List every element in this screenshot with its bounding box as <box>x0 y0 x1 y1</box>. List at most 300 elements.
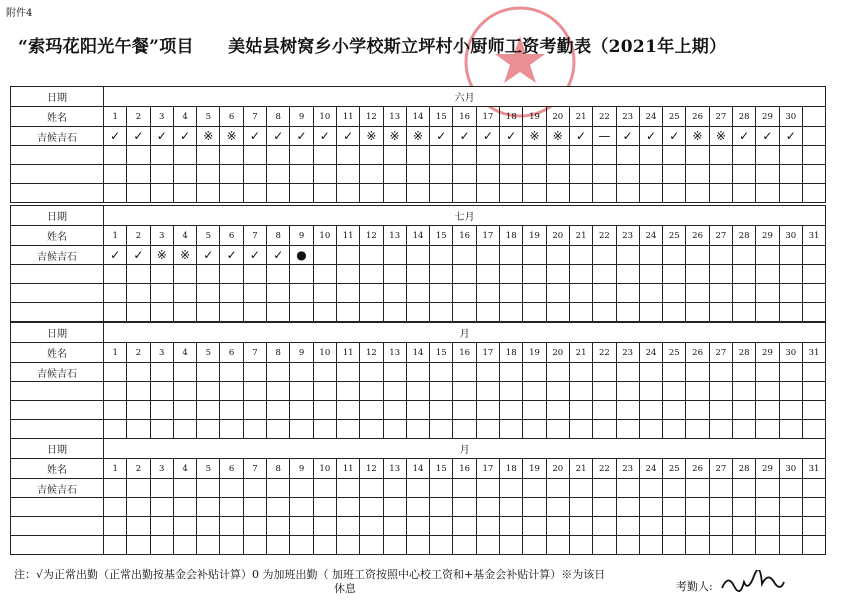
attendance-cell <box>779 382 802 401</box>
attendance-mark: ✓ <box>273 247 284 262</box>
day-header: 18 <box>500 226 523 246</box>
attendance-cell <box>593 498 616 517</box>
attendance-mark: ✓ <box>156 128 167 143</box>
day-header: 19 <box>523 343 546 363</box>
attendance-cell <box>546 165 569 184</box>
attendance-mark: ✓ <box>180 128 191 143</box>
month-label: 六月 <box>104 87 826 107</box>
attendance-cell <box>500 382 523 401</box>
attendance-cell <box>383 284 406 303</box>
attendance-cell <box>360 498 383 517</box>
day-header: 6 <box>220 226 243 246</box>
attendance-cell <box>313 401 336 420</box>
day-header: 16 <box>453 107 476 127</box>
attendance-cell <box>802 479 825 498</box>
attendance-cell <box>569 246 592 265</box>
attendance-cell <box>406 184 429 203</box>
staff-name <box>11 303 104 322</box>
attendance-cell <box>686 265 709 284</box>
attendance-cell <box>616 536 639 555</box>
attendance-cell <box>733 303 756 322</box>
attendance-cell <box>383 498 406 517</box>
attendance-cell <box>709 165 732 184</box>
day-header: 4 <box>173 107 196 127</box>
attendance-cell <box>733 146 756 165</box>
attendance-cell <box>709 401 732 420</box>
attendance-cell <box>220 303 243 322</box>
attendance-cell <box>453 401 476 420</box>
attendance-cell <box>267 284 290 303</box>
attendance-cell <box>267 498 290 517</box>
staff-name: 吉候吉石 <box>11 246 104 265</box>
attendance-cell <box>639 303 662 322</box>
attendance-cell <box>430 498 453 517</box>
attendance-cell <box>569 265 592 284</box>
table-row <box>11 536 826 555</box>
attendance-cell <box>779 420 802 439</box>
attendance-cell <box>313 303 336 322</box>
attendance-cell <box>476 303 499 322</box>
checker-signature <box>718 570 798 596</box>
attendance-cell <box>523 303 546 322</box>
attendance-cell <box>802 165 825 184</box>
attendance-cell <box>639 165 662 184</box>
attendance-cell <box>430 536 453 555</box>
day-header: 1 <box>104 343 127 363</box>
attendance-cell <box>267 401 290 420</box>
day-header: 23 <box>616 343 639 363</box>
day-header: 5 <box>197 459 220 479</box>
attendance-cell <box>639 382 662 401</box>
attendance-cell <box>104 382 127 401</box>
attendance-cell <box>709 184 732 203</box>
day-header: 16 <box>453 226 476 246</box>
attendance-cell <box>220 382 243 401</box>
attendance-cell <box>523 165 546 184</box>
attendance-cell <box>756 184 779 203</box>
day-header: 21 <box>569 107 592 127</box>
day-header: 20 <box>546 343 569 363</box>
staff-name <box>11 146 104 165</box>
attendance-cell <box>500 536 523 555</box>
day-header: 7 <box>243 459 266 479</box>
attendance-cell <box>802 517 825 536</box>
name-label: 姓名 <box>11 226 104 246</box>
attendance-cell <box>616 284 639 303</box>
attendance-cell <box>709 382 732 401</box>
attendance-cell <box>336 146 359 165</box>
attendance-cell <box>290 498 313 517</box>
attendance-cell <box>779 284 802 303</box>
day-header: 17 <box>476 459 499 479</box>
attendance-cell <box>779 127 802 146</box>
attendance-cell <box>150 184 173 203</box>
attendance-cell <box>104 184 127 203</box>
attendance-cell <box>150 165 173 184</box>
name-label: 姓名 <box>11 107 104 127</box>
attendance-cell <box>593 363 616 382</box>
attendance-cell <box>267 127 290 146</box>
attendance-cell <box>336 165 359 184</box>
day-header: 10 <box>313 343 336 363</box>
attendance-cell <box>756 479 779 498</box>
attendance-cell <box>639 246 662 265</box>
attendance-cell <box>220 498 243 517</box>
day-header: 21 <box>569 459 592 479</box>
attendance-cell <box>453 284 476 303</box>
day-header: 14 <box>406 343 429 363</box>
attendance-cell <box>127 479 150 498</box>
attendance-cell <box>220 184 243 203</box>
table-row <box>11 165 826 184</box>
day-header: 29 <box>756 107 779 127</box>
staff-name <box>11 498 104 517</box>
table-row <box>11 363 826 382</box>
day-header: 10 <box>313 226 336 246</box>
attendance-cell <box>127 517 150 536</box>
day-header: 9 <box>290 226 313 246</box>
attendance-cell <box>756 127 779 146</box>
attendance-cell <box>197 246 220 265</box>
attendance-cell <box>173 498 196 517</box>
attendance-cell <box>523 498 546 517</box>
attendance-cell <box>360 127 383 146</box>
attendance-cell <box>733 165 756 184</box>
attendance-cell <box>173 246 196 265</box>
day-header: 16 <box>453 459 476 479</box>
attendance-cell <box>569 146 592 165</box>
attendance-cell <box>500 127 523 146</box>
attendance-cell <box>406 498 429 517</box>
attendance-cell <box>127 127 150 146</box>
day-header: 30 <box>779 459 802 479</box>
attendance-cell <box>336 536 359 555</box>
attendance-cell <box>127 246 150 265</box>
day-header: 4 <box>173 459 196 479</box>
attendance-cell <box>709 303 732 322</box>
attendance-cell <box>150 127 173 146</box>
attendance-cell <box>616 146 639 165</box>
attendance-cell <box>104 246 127 265</box>
attendance-cell <box>430 246 453 265</box>
attendance-cell <box>336 517 359 536</box>
attendance-cell <box>523 146 546 165</box>
attendance-cell <box>197 382 220 401</box>
attendance-cell <box>430 265 453 284</box>
attendance-cell <box>663 498 686 517</box>
attendance-cell <box>802 382 825 401</box>
attendance-mark: ✓ <box>110 128 121 143</box>
attendance-cell <box>500 265 523 284</box>
attendance-cell <box>569 401 592 420</box>
attendance-cell <box>127 420 150 439</box>
attendance-mark: ※ <box>552 128 563 143</box>
attendance-cell <box>127 146 150 165</box>
attendance-cell <box>406 382 429 401</box>
attendance-cell <box>127 303 150 322</box>
attendance-cell <box>686 284 709 303</box>
attendance-mark: ✓ <box>459 128 470 143</box>
attendance-cell <box>173 165 196 184</box>
attendance-cell <box>406 517 429 536</box>
attendance-cell <box>663 284 686 303</box>
attendance-cell <box>709 284 732 303</box>
day-header: 4 <box>173 226 196 246</box>
attendance-cell <box>290 536 313 555</box>
attendance-cell <box>127 265 150 284</box>
day-header: 5 <box>197 107 220 127</box>
attendance-cell <box>569 165 592 184</box>
attendance-cell <box>663 401 686 420</box>
attendance-cell <box>197 303 220 322</box>
attendance-cell <box>709 536 732 555</box>
attendance-cell <box>593 127 616 146</box>
attendance-cell <box>569 498 592 517</box>
attendance-cell <box>430 284 453 303</box>
attendance-cell <box>733 265 756 284</box>
day-header: 7 <box>243 107 266 127</box>
day-header: 11 <box>336 226 359 246</box>
attendance-cell <box>453 498 476 517</box>
attendance-cell <box>639 284 662 303</box>
day-header: 29 <box>756 343 779 363</box>
day-header: 9 <box>290 107 313 127</box>
attendance-cell <box>220 479 243 498</box>
attendance-cell <box>476 265 499 284</box>
attendance-cell <box>313 517 336 536</box>
attendance-cell <box>104 498 127 517</box>
day-header: 17 <box>476 107 499 127</box>
attachment-label: 附件4 <box>6 8 33 19</box>
attendance-cell <box>476 536 499 555</box>
attendance-cell <box>406 363 429 382</box>
legend-note <box>14 568 694 596</box>
attendance-cell <box>150 536 173 555</box>
attendance-cell <box>383 382 406 401</box>
attendance-cell <box>756 498 779 517</box>
attendance-cell <box>336 420 359 439</box>
attendance-cell <box>104 479 127 498</box>
day-header: 21 <box>569 226 592 246</box>
day-header: 30 <box>779 107 802 127</box>
day-header: 23 <box>616 459 639 479</box>
attendance-cell <box>476 363 499 382</box>
attendance-cell <box>686 382 709 401</box>
attendance-cell <box>802 536 825 555</box>
day-header: 11 <box>336 459 359 479</box>
attendance-cell <box>500 363 523 382</box>
attendance-cell <box>290 284 313 303</box>
attendance-cell <box>663 165 686 184</box>
attendance-cell <box>663 479 686 498</box>
attendance-mark: ※ <box>203 128 214 143</box>
attendance-cell <box>500 165 523 184</box>
table-row <box>11 246 826 265</box>
attendance-cell <box>173 363 196 382</box>
attendance-cell <box>546 363 569 382</box>
day-header: 7 <box>243 343 266 363</box>
day-header: 19 <box>523 107 546 127</box>
attendance-cell <box>406 146 429 165</box>
attendance-cell <box>243 382 266 401</box>
attendance-cell <box>220 165 243 184</box>
attendance-cell <box>430 184 453 203</box>
day-header: 3 <box>150 343 173 363</box>
attendance-cell <box>383 246 406 265</box>
attendance-cell <box>267 536 290 555</box>
day-header: 13 <box>383 343 406 363</box>
attendance-cell <box>267 165 290 184</box>
attendance-cell <box>523 246 546 265</box>
legend-note-rest: 休息 <box>334 582 356 595</box>
attendance-cell <box>779 517 802 536</box>
attendance-cell <box>336 265 359 284</box>
attendance-cell <box>453 265 476 284</box>
table-row <box>11 420 826 439</box>
attendance-cell <box>756 284 779 303</box>
attendance-cell <box>569 536 592 555</box>
attendance-cell <box>127 382 150 401</box>
attendance-cell <box>197 498 220 517</box>
attendance-cell <box>453 165 476 184</box>
attendance-cell <box>500 517 523 536</box>
attendance-cell <box>779 165 802 184</box>
attendance-cell <box>453 517 476 536</box>
attendance-cell <box>663 265 686 284</box>
attendance-cell <box>756 420 779 439</box>
attendance-cell <box>569 479 592 498</box>
attendance-cell <box>406 401 429 420</box>
attendance-cell <box>686 127 709 146</box>
attendance-cell <box>220 536 243 555</box>
day-header: 13 <box>383 226 406 246</box>
attendance-cell <box>523 127 546 146</box>
attendance-cell <box>686 246 709 265</box>
month-label: 月 <box>104 323 826 343</box>
attendance-cell <box>336 498 359 517</box>
attendance-cell <box>663 146 686 165</box>
attendance-cell <box>476 127 499 146</box>
attendance-cell <box>476 146 499 165</box>
day-header: 15 <box>430 459 453 479</box>
attendance-cell <box>243 536 266 555</box>
attendance-cell <box>686 363 709 382</box>
attendance-cell <box>383 536 406 555</box>
attendance-cell <box>267 363 290 382</box>
attendance-cell <box>173 517 196 536</box>
day-header: 15 <box>430 226 453 246</box>
attendance-cell <box>360 401 383 420</box>
attendance-cell <box>313 479 336 498</box>
attendance-mark: ※ <box>180 247 191 262</box>
day-header: 14 <box>406 107 429 127</box>
attendance-cell <box>802 284 825 303</box>
attendance-cell <box>150 479 173 498</box>
day-header: 14 <box>406 226 429 246</box>
attendance-cell <box>453 127 476 146</box>
attendance-cell <box>779 401 802 420</box>
attendance-cell <box>500 284 523 303</box>
attendance-cell <box>709 265 732 284</box>
attendance-cell <box>779 303 802 322</box>
attendance-cell <box>476 517 499 536</box>
attendance-cell <box>220 517 243 536</box>
attendance-cell <box>639 517 662 536</box>
attendance-cell <box>290 146 313 165</box>
attendance-cell <box>453 363 476 382</box>
day-header: 24 <box>639 107 662 127</box>
attendance-cell <box>523 536 546 555</box>
attendance-cell <box>430 479 453 498</box>
attendance-cell <box>523 382 546 401</box>
attendance-mark: ✓ <box>133 128 144 143</box>
attendance-cell <box>593 536 616 555</box>
attendance-cell <box>430 165 453 184</box>
day-header: 2 <box>127 343 150 363</box>
day-header: 27 <box>709 459 732 479</box>
attendance-cell <box>593 165 616 184</box>
attendance-cell <box>476 184 499 203</box>
attendance-cell <box>243 127 266 146</box>
day-header: 23 <box>616 107 639 127</box>
attendance-cell <box>173 536 196 555</box>
attendance-cell <box>336 401 359 420</box>
staff-name <box>11 536 104 555</box>
attendance-cell <box>406 479 429 498</box>
attendance-mark: ※ <box>366 128 377 143</box>
day-header: 6 <box>220 343 243 363</box>
staff-name <box>11 284 104 303</box>
day-header: 18 <box>500 459 523 479</box>
attendance-cell <box>453 303 476 322</box>
attendance-cell <box>173 265 196 284</box>
attendance-cell <box>802 246 825 265</box>
day-header: 30 <box>779 226 802 246</box>
attendance-cell <box>756 146 779 165</box>
attendance-cell <box>104 517 127 536</box>
attendance-cell <box>639 265 662 284</box>
day-header: 8 <box>267 107 290 127</box>
attendance-cell <box>383 184 406 203</box>
attendance-cell <box>383 401 406 420</box>
table-row <box>11 284 826 303</box>
attendance-cell <box>733 517 756 536</box>
day-header: 23 <box>616 226 639 246</box>
attendance-cell <box>360 536 383 555</box>
day-header: 17 <box>476 343 499 363</box>
table-title: 美姑县树窝乡小学校斯立坪村小厨师工资考勤表（2021年上期） <box>228 37 727 57</box>
attendance-cell <box>313 420 336 439</box>
attendance-cell <box>197 265 220 284</box>
attendance-cell <box>173 382 196 401</box>
day-header: 8 <box>267 459 290 479</box>
attendance-cell <box>360 265 383 284</box>
attendance-cell <box>336 246 359 265</box>
attendance-mark: ✓ <box>273 128 284 143</box>
attendance-cell <box>639 146 662 165</box>
attendance-cell <box>150 382 173 401</box>
attendance-cell <box>639 498 662 517</box>
table-row <box>11 382 826 401</box>
attendance-cell <box>104 401 127 420</box>
attendance-cell <box>104 536 127 555</box>
attendance-cell <box>733 363 756 382</box>
attendance-table <box>10 86 826 203</box>
attendance-cell <box>523 184 546 203</box>
attendance-cell <box>336 363 359 382</box>
attendance-cell <box>197 127 220 146</box>
day-header: 1 <box>104 226 127 246</box>
